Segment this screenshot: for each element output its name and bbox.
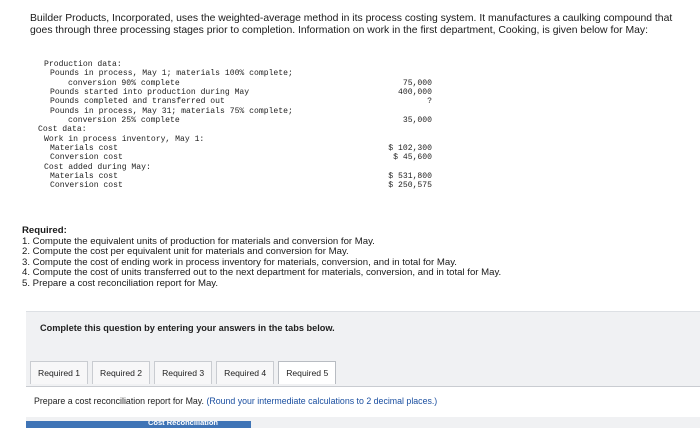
required-item: 1. Compute the equivalent units of production for materials and conversion for May. bbox=[22, 235, 375, 247]
data-row-label: Materials cost bbox=[50, 144, 118, 154]
data-row-label: Cost data: bbox=[38, 125, 87, 135]
data-row bbox=[26, 79, 446, 88]
problem-intro: Builder Products, Incorporated, uses the weighted-average method in its process costing system. It manufactures a caulking compound that goes through three processing stages prior to completion. Information on work in the first department, Cooking, is given below for May: bbox=[30, 13, 673, 36]
answer-panel bbox=[26, 311, 700, 428]
tab-instruction bbox=[34, 396, 437, 406]
data-row-label: Pounds started into production during May bbox=[50, 88, 250, 98]
data-row-value: 400,000 bbox=[398, 88, 432, 98]
data-row-label: Pounds in process, May 1; materials 100% complete; bbox=[50, 69, 293, 79]
data-row-label: conversion 25% complete bbox=[68, 116, 180, 126]
cost-reconciliation-label: Cost Reconciliation bbox=[148, 421, 219, 427]
production-cost-data bbox=[26, 60, 446, 191]
data-row bbox=[26, 172, 446, 181]
data-row-label: Conversion cost bbox=[50, 181, 123, 191]
data-row bbox=[26, 97, 446, 106]
data-row bbox=[26, 88, 446, 97]
instruction-text: Prepare a cost reconciliation report for May. bbox=[34, 396, 204, 406]
data-row-value: $ 102,300 bbox=[388, 144, 432, 154]
data-row-label: Pounds completed and transferred out bbox=[50, 97, 225, 107]
required-item: 2. Compute the cost per equivalent unit for materials and conversion for May. bbox=[22, 246, 349, 258]
data-row-value: 75,000 bbox=[402, 78, 432, 88]
required-heading: Required: bbox=[22, 225, 67, 236]
data-row bbox=[26, 107, 446, 116]
data-row-value: ? bbox=[427, 97, 432, 107]
data-row bbox=[26, 125, 446, 134]
data-row-label: Pounds in process, May 31; materials 75% complete; bbox=[50, 106, 293, 116]
tab-content bbox=[26, 386, 700, 417]
tab-required-2[interactable]: Required 2 bbox=[92, 361, 150, 384]
rounding-note: (Round your intermediate calculations to 2 decimal places.) bbox=[206, 396, 438, 406]
data-row-value: $ 531,800 bbox=[388, 172, 432, 182]
data-row-label: conversion 90% complete bbox=[68, 78, 180, 88]
data-row-label: Conversion cost bbox=[50, 153, 123, 163]
data-row bbox=[26, 116, 446, 125]
required-tabs bbox=[30, 361, 340, 386]
data-row bbox=[26, 135, 446, 144]
tab-required-1[interactable]: Required 1 bbox=[30, 361, 88, 384]
data-row-label: Work in process inventory, May 1: bbox=[44, 134, 205, 144]
data-row-label: Materials cost bbox=[50, 172, 118, 182]
data-row bbox=[26, 181, 446, 190]
tab-required-4[interactable]: Required 4 bbox=[216, 361, 274, 384]
data-row bbox=[26, 163, 446, 172]
data-row bbox=[26, 60, 446, 69]
data-row bbox=[26, 144, 446, 153]
data-row bbox=[26, 153, 446, 162]
data-row bbox=[26, 69, 446, 78]
required-item: 4. Compute the cost of units transferred out to the next department for materials, conversion, and in total for May. bbox=[22, 267, 502, 279]
data-row-label: Cost added during May: bbox=[44, 162, 151, 172]
complete-instructions: Complete this question by entering your answers in the tabs below. bbox=[40, 323, 335, 333]
data-row-label: Production data: bbox=[44, 60, 122, 69]
data-row-value: $ 45,600 bbox=[393, 153, 432, 163]
required-item: 3. Compute the cost of ending work in process inventory for materials, conversion, and in total for May. bbox=[22, 256, 457, 268]
data-row-value: 35,000 bbox=[402, 116, 432, 126]
required-item: 5. Prepare a cost reconciliation report for May. bbox=[22, 277, 219, 289]
required-section bbox=[22, 226, 682, 290]
tab-required-3[interactable]: Required 3 bbox=[154, 361, 212, 384]
tab-required-5[interactable]: Required 5 bbox=[278, 361, 336, 384]
data-row-value: $ 250,575 bbox=[388, 181, 432, 191]
